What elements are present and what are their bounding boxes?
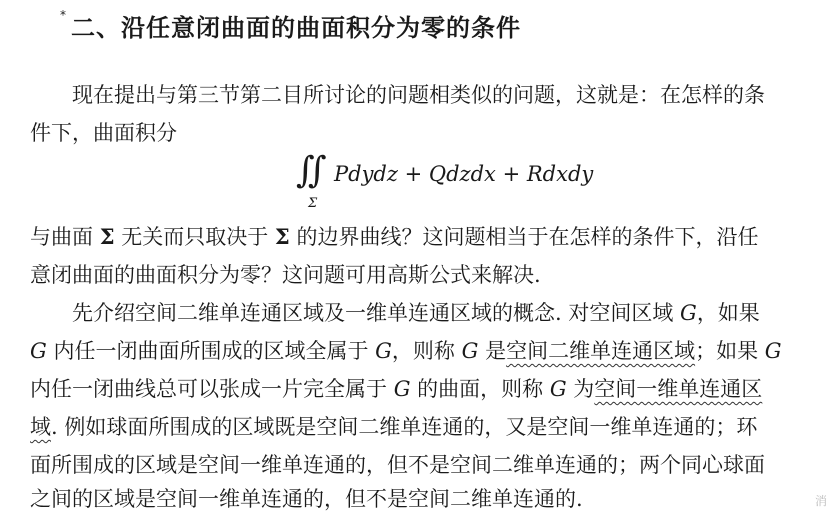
text-span: 的边界曲线？这问题相当于在怎样的条件下，沿任	[289, 225, 759, 249]
paragraph-3-line-6: 之间的区域是空间一维单连通的，但不是空间二维单连通的.	[30, 487, 583, 511]
paragraph-2-line-2: 意闭曲面的曲面积分为零？这问题可用高斯公式来解决.	[30, 263, 541, 287]
region-symbol: G	[393, 377, 411, 401]
region-symbol: G	[461, 339, 479, 363]
text-span: 是	[478, 339, 507, 363]
defined-term-1d-simply-connected-end: 域	[30, 415, 51, 439]
defined-term-2d-simply-connected: 空间二维单连通区域	[506, 339, 696, 363]
paragraph-3-line-5: 面所围成的区域是空间一维单连通的，但不是空间二维单连通的；两个同心球面	[30, 453, 765, 477]
paragraph-3-line-2	[30, 336, 810, 366]
sigma-symbol: Σ	[99, 224, 115, 249]
text-span: ；如果	[695, 339, 765, 363]
section-title-text: 二、沿任意闭曲面的曲面积分为零的条件	[71, 14, 521, 42]
paragraph-2-line-1	[30, 222, 810, 252]
section-title	[60, 8, 521, 43]
text-span: ，则称	[391, 339, 462, 363]
paragraph-3-line-3	[30, 374, 810, 404]
optional-marker: *	[60, 8, 67, 22]
region-symbol: G	[375, 339, 392, 363]
region-symbol: G	[764, 339, 782, 363]
text-span: 与曲面	[30, 225, 100, 249]
integrand-expression: Pdydz + Qdzdx + Rdxdy	[334, 162, 594, 186]
text-span: 内任一闭曲线总可以张成一片完全属于	[30, 377, 394, 401]
margin-glyph: 消	[815, 494, 828, 508]
region-symbol: G	[30, 339, 47, 363]
region-symbol: G	[549, 377, 567, 401]
text-span: ，如果	[696, 301, 760, 325]
text-span: 的曲面，则称	[410, 377, 550, 401]
sigma-symbol: Σ	[274, 224, 290, 249]
text-span: 为	[566, 377, 595, 401]
paragraph-3-line-1	[72, 298, 810, 328]
text-span: 无关而只取决于	[114, 225, 275, 249]
defined-term-1d-simply-connected: 空间一维单连通区	[594, 377, 763, 401]
paragraph-1-line-2: 件下，曲面积分	[30, 121, 177, 145]
surface-integral-formula	[296, 150, 596, 218]
integral-subscript: Σ	[308, 196, 318, 211]
text-span: 内任一闭曲面所围成的区域全属于	[46, 339, 376, 363]
paragraph-3-line-4	[30, 412, 810, 442]
paragraph-1-line-1: 现在提出与第三节第二目所讨论的问题相类似的问题，这就是：在怎样的条	[72, 83, 765, 107]
text-span: . 例如球面所围成的区域既是空间二维单连通的，又是空间一维单连通的；环	[51, 415, 758, 439]
region-symbol: G	[680, 301, 697, 325]
double-integral-symbol: ∬	[296, 150, 327, 191]
text-span: 先介绍空间二维单连通区域及一维单连通区域的概念. 对空间区域	[72, 301, 681, 325]
